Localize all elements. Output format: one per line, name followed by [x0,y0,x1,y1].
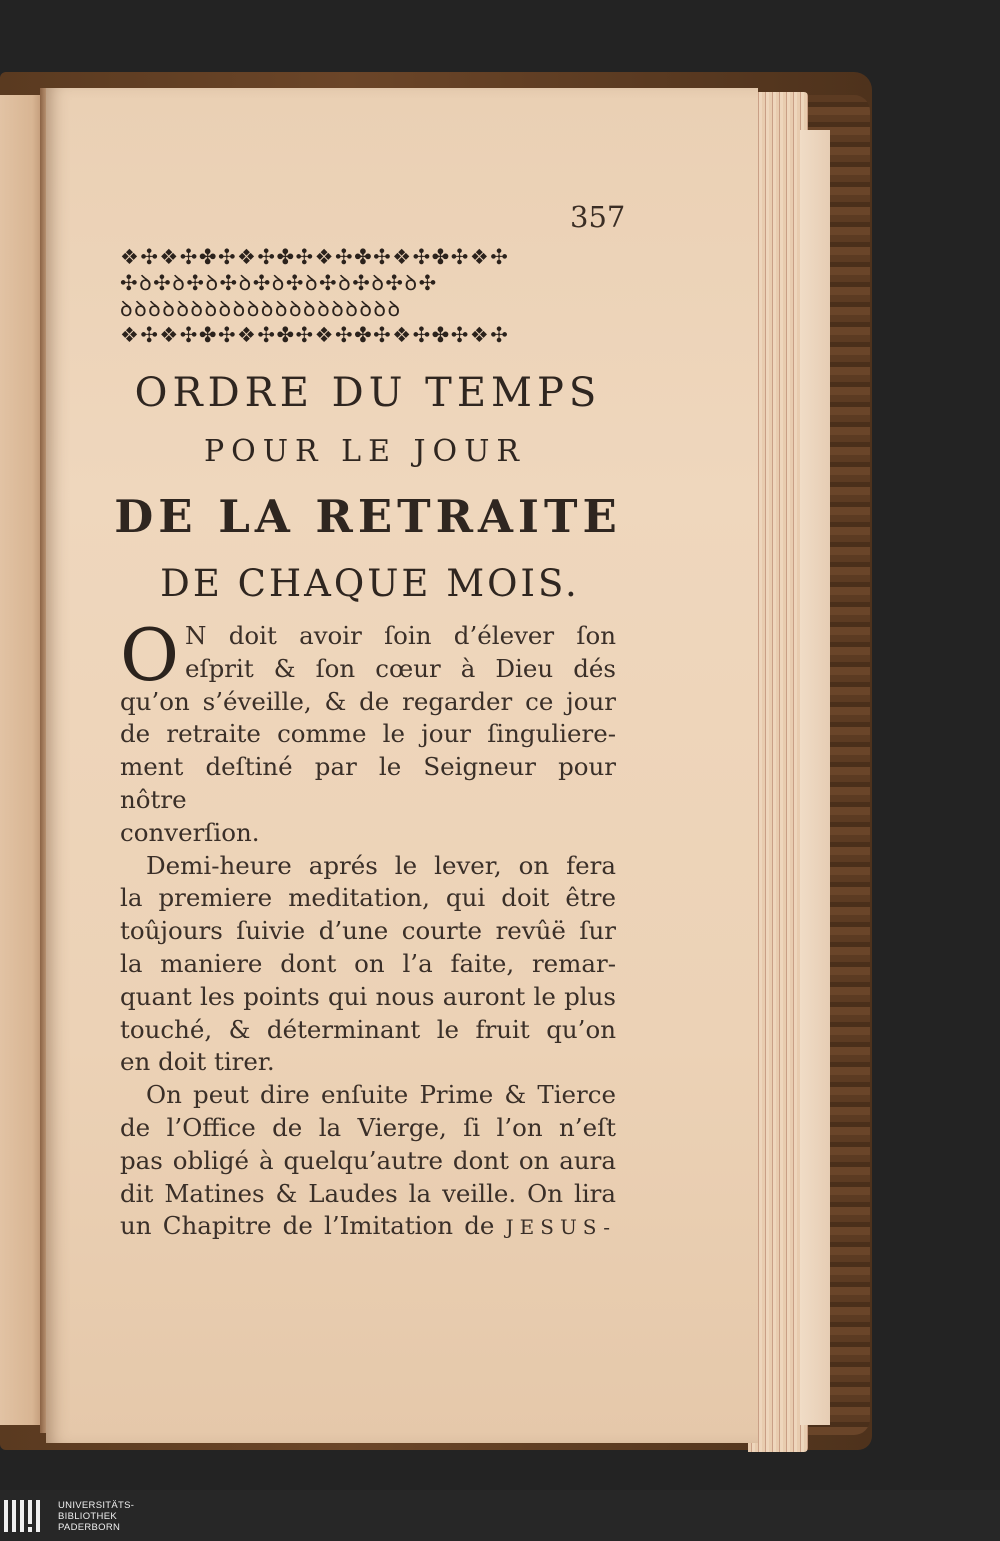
library-name [58,1500,134,1533]
text-line: eſprit & ſon cœur à Dieu dés [185,653,616,683]
ornament-row: ❖✣❖✣✤✣❖✣✤✣❖✣✤✣❖✣✤✣❖✣ [120,324,510,346]
ornament-row: ✣ꝺ✣ꝺ✣ꝺ✣ꝺ✣ꝺ✣ꝺ✣ꝺ✣ꝺ✣ꝺ✣ [120,272,438,294]
title-line-3: DE LA RETRAITE [114,490,622,543]
text-line: dit Matines & Laudes la veille. On lira [120,1178,616,1208]
fore-edge [800,130,830,1425]
text-line: pas obligé à quelqu’autre dont on aura [120,1145,616,1175]
text-line: converſion. [120,817,260,847]
ornament-row: ꝺꝺꝺꝺꝺꝺꝺꝺꝺꝺꝺꝺꝺꝺꝺꝺꝺꝺꝺꝺ [120,298,402,320]
library-name-line: BIBLIOTHEK [58,1511,117,1522]
text-line-with-catchword [120,1210,616,1244]
text-line: quant les points qui nous auront le plus [120,981,616,1011]
text-line: un Chapitre de l’Imitation de [120,1211,495,1241]
paragraph-2 [120,850,616,1080]
paragraph-3 [120,1079,616,1244]
library-logo-icon [4,1498,48,1534]
text-line: la maniere dont on l’a faite, remar- [120,948,616,978]
text-line: de l’Office de la Vierge, ſi l’on n’eſt [120,1112,616,1142]
library-footer [0,1490,1000,1541]
text-line: Demi-heure aprés le lever, on fera [146,850,616,880]
page-number: 357 [570,200,626,234]
text-line: N doit avoir ſoin d’élever ſon [185,621,616,650]
printers-ornament-band [120,246,616,346]
paragraph-1 [120,613,616,850]
drop-cap: O [120,613,180,697]
ornament-row: ❖✣❖✣✤✣❖✣✤✣❖✣✤✣❖✣✤✣❖✣ [120,246,510,268]
title-line-1: ORDRE DU TEMPS [134,370,602,416]
title-line-4: DE CHAQUE MOIS. [160,562,580,605]
library-name-line: UNIVERSITÄTS- [58,1500,135,1511]
text-line: On peut dire enſuite Prime & Tierce [146,1080,616,1110]
text-line: en doit tirer. [120,1047,275,1077]
catchword: JESUS- [505,1215,616,1240]
text-line: ment deſtiné par le Seigneur pour nôtre [120,752,616,814]
text-line: qu’on s’éveille, & de regarder ce jour [120,686,616,716]
text-line: toûjours ſuivie d’une courte revûë ſur [120,916,616,946]
text-line: de retraite comme le jour ſinguliere- [120,719,616,749]
body-text [120,613,616,1244]
title-line-2: POUR LE JOUR [203,434,527,469]
text-line: la premiere meditation, qui doit être [120,883,616,913]
text-line: touché, & déterminant le fruit qu’on [120,1014,616,1044]
library-name-line: PADERBORN [58,1522,121,1533]
